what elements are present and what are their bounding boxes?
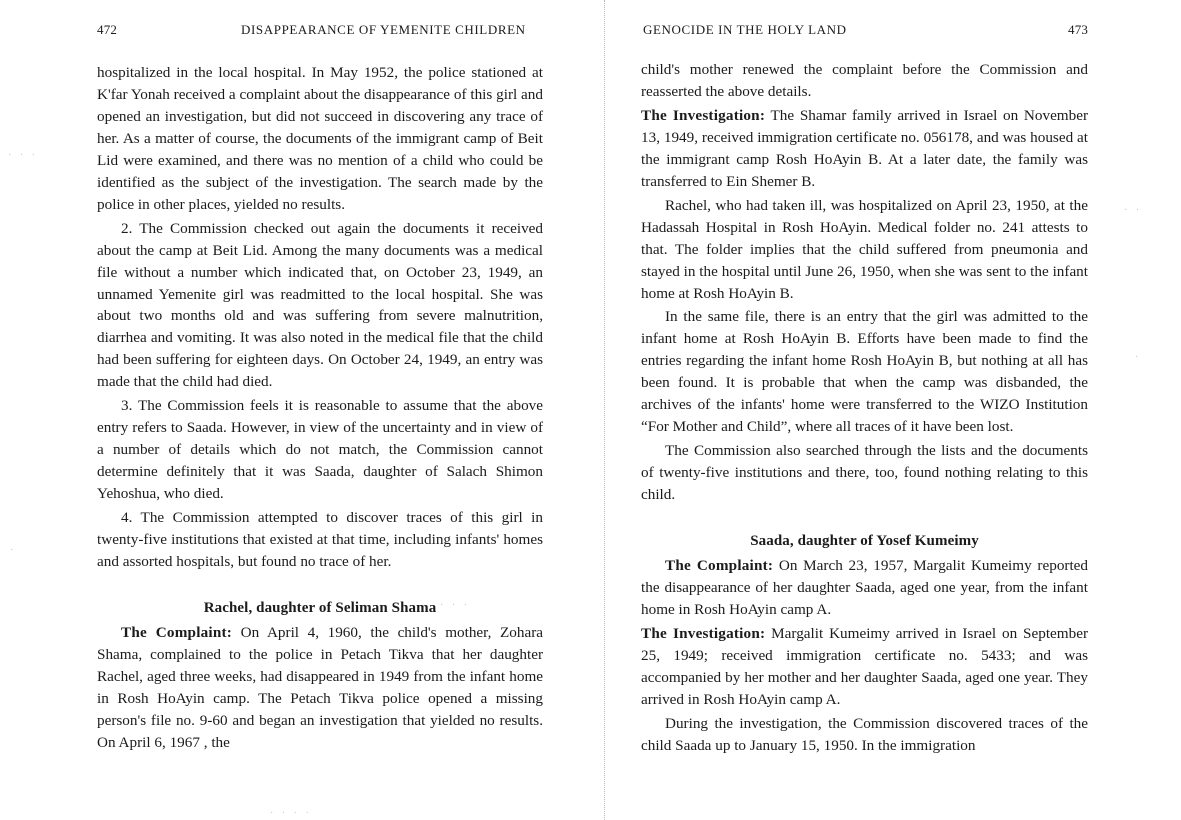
- left-paragraph: hospitalized in the local hospital. In May 1952, the police stationed at K'far Yonah received a complaint about the disappearance of this girl and opened an investigation, but did not succeed in discovering any trace of her. As a matter of course, the documents of the immigrant camp of Beit Lid were examined, and there was no mention of a child who could be identified as the subject of the investigation. The search made by the police in other places, yielded no results.: [97, 64, 543, 213]
- complaint-label: The Complaint:: [665, 557, 774, 575]
- investigation-paragraph-shama: [641, 105, 1088, 193]
- complaint-paragraph-rachel: [97, 622, 543, 754]
- scan-speck: · · ·: [8, 150, 38, 161]
- investigation-label: The Investigation:: [641, 106, 766, 124]
- scan-speck: · ·: [1124, 205, 1143, 216]
- right-paragraph: Rachel, who had taken ill, was hospitalized on April 23, 1950, at the Hadassah Hospital in Rosh HoAyin. Medical folder no. 241 attests to that. The folder implies that the child suffered from pneumonia and stayed in the hospital until June 26, 1950, when she was sent to the infant home at Rosh HoAyin B.: [641, 196, 1088, 302]
- investigation-text: The Shamar family arrived in Israel on November 13, 1949, received immigration certificate no. 056178, and was housed at the immigrant camp Rosh HoAyin B. At a later date, the family was transferred to Ein Shemer B.: [641, 106, 1089, 190]
- scan-speck: · · ·: [440, 600, 470, 611]
- left-page: [0, 0, 590, 820]
- section-title-saada: Saada, daughter of Yosef Kumeimy: [750, 533, 979, 550]
- complaint-paragraph-saada: [641, 555, 1088, 621]
- left-paragraph: 2. The Commission checked out again the documents it received about the camp at Beit Lid. Among the many documents was a medical file without a number which indicated that, on October 23, 1949, an unnamed Yemenite girl was readmitted to the local hospital. She was about two months old and was suffering from severe malnutrition, diarrhea and vomiting. It was also noted in the medical file that the child had been suffering for eighteen days. On October 24, 1949, an entry was made that the child had died.: [97, 219, 543, 391]
- left-body-text: [97, 62, 543, 754]
- investigation-label: The Investigation:: [641, 624, 766, 642]
- complaint-text: On April 4, 1960, the child's mother, Zohara Shama, complained to the police in Petach Tikva that her daughter Rachel, aged three weeks, had disappeared in 1949 from the infant home in Rosh HoAyin camp. The Petach Tikva police opened a missing person's file no. 9-60 and began an investigation that yielded no results. On April 6, 1967 , the: [97, 623, 544, 751]
- right-body-text: [641, 59, 1088, 757]
- left-paragraph: 4. The Commission attempted to discover traces of this girl in twenty-five institutions that existed at that time, including infants' homes and assorted hospitals, but found no trace of her.: [97, 509, 543, 570]
- right-paragraph: The Commission also searched through the lists and the documents of twenty-five institutions and there, too, found nothing relating to this child.: [641, 442, 1088, 504]
- investigation-text: Margalit Kumeimy arrived in Israel on September 25, 1949; received immigration certificate no. 5433; and was accompanied by her mother and her daughter Saada, aged one year. They arrived in Rosh HoAyin camp A.: [641, 624, 1089, 708]
- left-page-number: 472: [97, 22, 118, 37]
- right-page-number: 473: [1068, 22, 1089, 37]
- investigation-paragraph-saada: [641, 623, 1088, 711]
- scan-speck: ·: [1135, 352, 1142, 363]
- right-closing-paragraph: During the investigation, the Commission discovered traces of the child Saada up to January 15, 1950. In the immigration: [641, 714, 1088, 754]
- left-paragraph: 3. The Commission feels it is reasonable to assume that the above entry refers to Saada. However, in view of the uncertainty and in view of a number of details which do not match, the Commission cannot determine definitely that it was Saada, daughter of Salach Shimon Yehoshua, who died.: [97, 397, 543, 503]
- complaint-text: On March 23, 1957, Margalit Kumeimy reported the disappearance of her daughter Saada, aged one year, from the infant home in Rosh HoAyin camp A.: [641, 557, 1089, 618]
- left-running-head: DISAPPEARANCE OF YEMENITE CHILDREN: [241, 22, 526, 37]
- scan-speck: ·: [10, 545, 17, 556]
- scan-speck: · · · ·: [270, 808, 312, 819]
- right-page: [596, 0, 1181, 820]
- right-paragraph: In the same file, there is an entry that the girl was admitted to the infant home at Rosh HoAyin B. Efforts have been made to find the entries regarding the infant home Rosh HoAyin B, but nothing at all has been found. It is probable that when the camp was disbanded, the archives of the infants' home were transferred to the WIZO Institution “For Mother and Child”, where all traces of it have been lost.: [641, 308, 1088, 436]
- section-title-rachel: Rachel, daughter of Seliman Shama: [203, 599, 437, 616]
- right-running-head: GENOCIDE IN THE HOLY LAND: [643, 22, 847, 37]
- right-opening-paragraph: child's mother renewed the complaint before the Commission and reasserted the above details.: [641, 61, 1088, 100]
- complaint-label: The Complaint:: [121, 623, 232, 641]
